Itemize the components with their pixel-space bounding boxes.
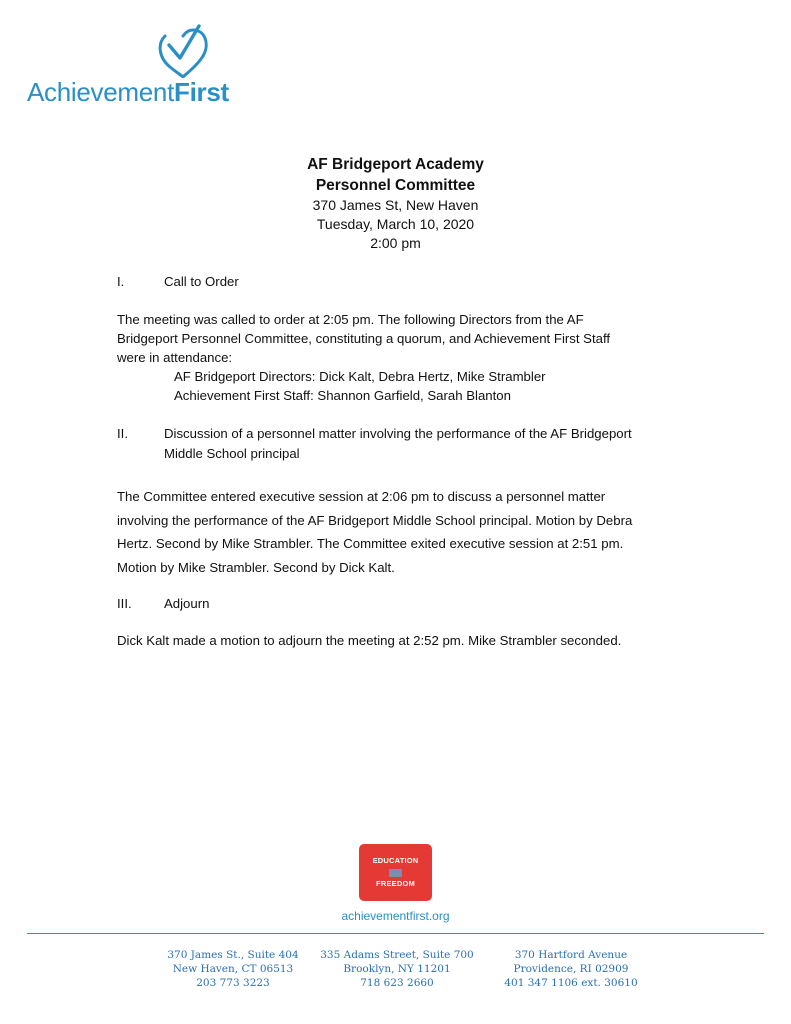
section-heading-3 [117,594,717,614]
discussion-paragraph [117,485,697,579]
paragraph-line: were in attendance: [117,350,233,365]
paragraph-line: Bridgeport Personnel Committee, constituting a quorum, and Achievement First Staff [117,331,611,346]
call-to-order-paragraph [117,310,697,405]
section-title: Adjourn [164,596,210,611]
document-header [0,154,791,253]
section-number: II. [117,426,128,441]
paragraph-line: Motion by Mike Strambler. Second by Dick Kalt. [117,559,395,575]
meeting-time: 2:00 pm [370,235,421,251]
flag-icon [389,869,402,877]
section-title [164,424,632,464]
paragraph-line: Hertz. Second by Mike Strambler. The Committee exited executive session at 2:51 pm. [117,536,624,551]
section-number: III. [117,596,132,611]
logo-wordmark: AchievementFirst [27,77,229,107]
office-address-brooklyn [302,948,492,990]
phone-number: 401 347 1106 ext. 30610 [504,977,638,989]
section-heading-2 [117,424,717,464]
heart-check-icon [155,22,211,78]
address-line: 370 Hartford Avenue [514,949,628,961]
section-title-line: Discussion of a personnel matter involving the performance of the AF Bridgeport [164,426,632,441]
meeting-date: Tuesday, March 10, 2020 [316,216,475,232]
section-number: I. [117,274,125,289]
address-line: Providence, RI 02909 [513,963,629,975]
section-heading-1 [117,272,717,292]
address-line: New Haven, CT 06513 [172,963,294,975]
meeting-address: 370 James St, New Haven [312,197,479,213]
education-freedom-badge [359,844,432,901]
badge-text: EDUCATION [372,856,419,865]
directors-attendance: AF Bridgeport Directors: Dick Kalt, Debra Hertz, Mike Strambler [174,369,546,384]
section-title-line: Middle School principal [164,446,300,461]
phone-number: 718 623 2660 [360,977,434,989]
staff-attendance: Achievement First Staff: Shannon Garfield, Sarah Blanton [174,388,511,403]
paragraph-line: involving the performance of the AF Bridgeport Middle School principal. Motion by Debra [117,512,633,528]
paragraph-line: Dick Kalt made a motion to adjourn the meeting at 2:52 pm. Mike Strambler seconded. [117,633,622,648]
paragraph-line: The Committee entered executive session at 2:06 pm to discuss a personnel matter [117,489,606,504]
website-link[interactable]: achievementfirst.org [341,909,450,923]
office-address-providence [476,948,666,990]
address-line: 370 James St., Suite 404 [167,949,299,961]
achievement-first-logo [27,22,247,107]
committee-title: Personnel Committee [315,177,476,194]
paragraph-line: The meeting was called to order at 2:05 pm. The following Directors from the AF [117,312,584,327]
phone-number: 203 773 3223 [196,977,270,989]
address-line: 335 Adams Street, Suite 700 [320,949,474,961]
footer-divider [27,933,764,934]
adjourn-paragraph [117,631,697,650]
org-title: AF Bridgeport Academy [307,156,484,173]
section-title: Call to Order [164,274,239,289]
office-address-new-haven [138,948,328,990]
badge-text: FREEDOM [376,879,415,888]
address-line: Brooklyn, NY 11201 [343,963,451,975]
